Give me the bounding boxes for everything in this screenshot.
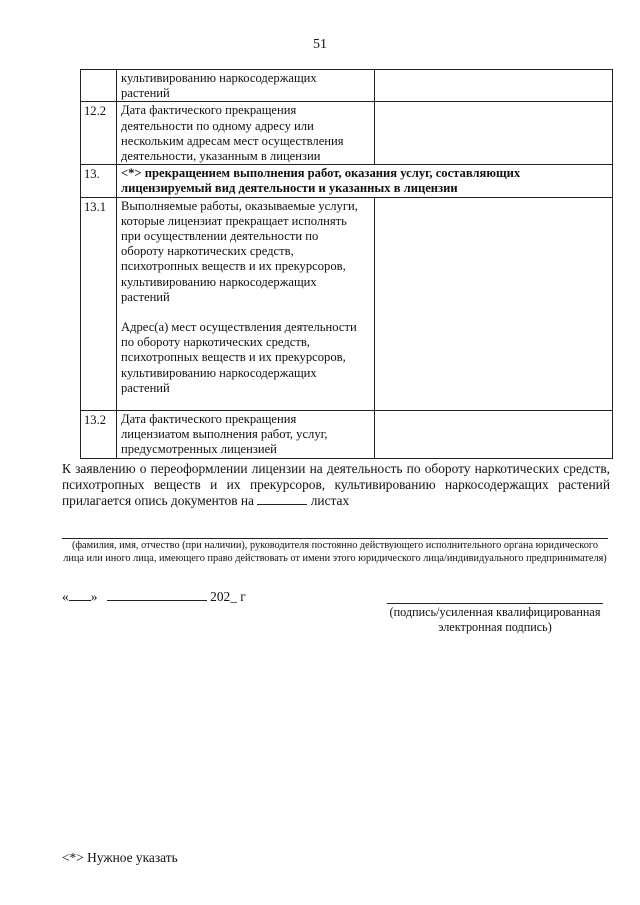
row-label (117, 102, 375, 165)
text-line: обороту наркотических средств, (121, 244, 294, 259)
name-caption: (фамилия, имя, отчество (при наличии), руководителя постоянно действующего исполнительного органа юридического лица или иного лица, имеющего право действовать от имени этого юридического лица/индивидуального предпринимателя) (63, 540, 607, 564)
table-row (81, 197, 613, 410)
text-line: культивированию наркосодержащих (121, 274, 317, 289)
month-blank (107, 589, 207, 601)
statement-suffix: листах (310, 492, 350, 508)
name-signature-line (62, 538, 608, 539)
text-line: Дата фактического прекращения (121, 412, 297, 427)
license-table (80, 69, 613, 459)
text-line: лицензиатом выполнения работ, услуг, (121, 427, 328, 442)
text-line: деятельности по одному адресу или (121, 118, 314, 133)
text-line: культивированию наркосодержащих (121, 71, 317, 85)
signature-caption (375, 605, 615, 635)
row-number (81, 70, 117, 102)
text-line: растений (121, 86, 170, 101)
date-line (62, 589, 246, 605)
row-number: 13. (81, 165, 117, 197)
close-quote: » (90, 589, 98, 604)
value-cell (375, 70, 613, 102)
text-line: предусмотренных лицензией (121, 442, 277, 457)
table-row (81, 102, 613, 165)
row-number: 13.2 (81, 411, 117, 459)
text-line: психотропных веществ и их прекурсоров, (121, 350, 346, 365)
text-line: по обороту наркотических средств, (121, 335, 310, 350)
row-label (117, 411, 375, 459)
value-cell (375, 411, 613, 459)
table-row (81, 70, 613, 102)
signature-line (387, 603, 603, 604)
attachment-statement (62, 461, 610, 508)
statement-text: К заявлению о переоформлении лицензии на деятельность по обороту наркотических средств, психотропных веществ и их прекурсоров, культивированию наркосодержащих растений прилагается опись документов на (62, 461, 610, 508)
year-text: 202_ г (210, 589, 246, 604)
table-row (81, 411, 613, 459)
text-line: психотропных веществ и их прекурсоров, (121, 259, 346, 274)
row-number: 13.1 (81, 197, 117, 410)
value-cell (375, 197, 613, 410)
text-line: которые лицензиат прекращает исполнять (121, 213, 347, 228)
sheet-count-blank (257, 494, 307, 505)
row-label (117, 197, 375, 410)
text-line: растений (121, 289, 170, 304)
table-row (81, 165, 613, 197)
text-line: растений (121, 380, 170, 395)
text-line: Адрес(а) мест осуществления деятельности (121, 320, 357, 335)
value-cell (375, 102, 613, 165)
text-line: культивированию наркосодержащих (121, 365, 317, 380)
text-line: (подпись/усиленная квалифицированная (389, 605, 601, 619)
text-line: при осуществлении деятельности по (121, 229, 319, 244)
open-quote: « (62, 589, 69, 604)
footnote: <*> Нужное указать (62, 850, 178, 865)
text-line: лицензируемый вид деятельности и указанных в лицензии (121, 181, 458, 196)
text-line: Выполняемые работы, оказываемые услуги, (121, 198, 358, 213)
row-number: 12.2 (81, 102, 117, 165)
day-blank (69, 589, 91, 601)
section-heading (117, 165, 613, 197)
text-line: нескольким адресам мест осуществления (121, 133, 344, 148)
text-line: <*> прекращением выполнения работ, оказания услуг, составляющих (121, 166, 521, 181)
text-line: деятельности, указанным в лицензии (121, 149, 321, 164)
page-number: 51 (313, 37, 327, 52)
text-line: электронная подпись) (438, 620, 552, 635)
row-label (117, 70, 375, 102)
text-line: Дата фактического прекращения (121, 103, 297, 118)
